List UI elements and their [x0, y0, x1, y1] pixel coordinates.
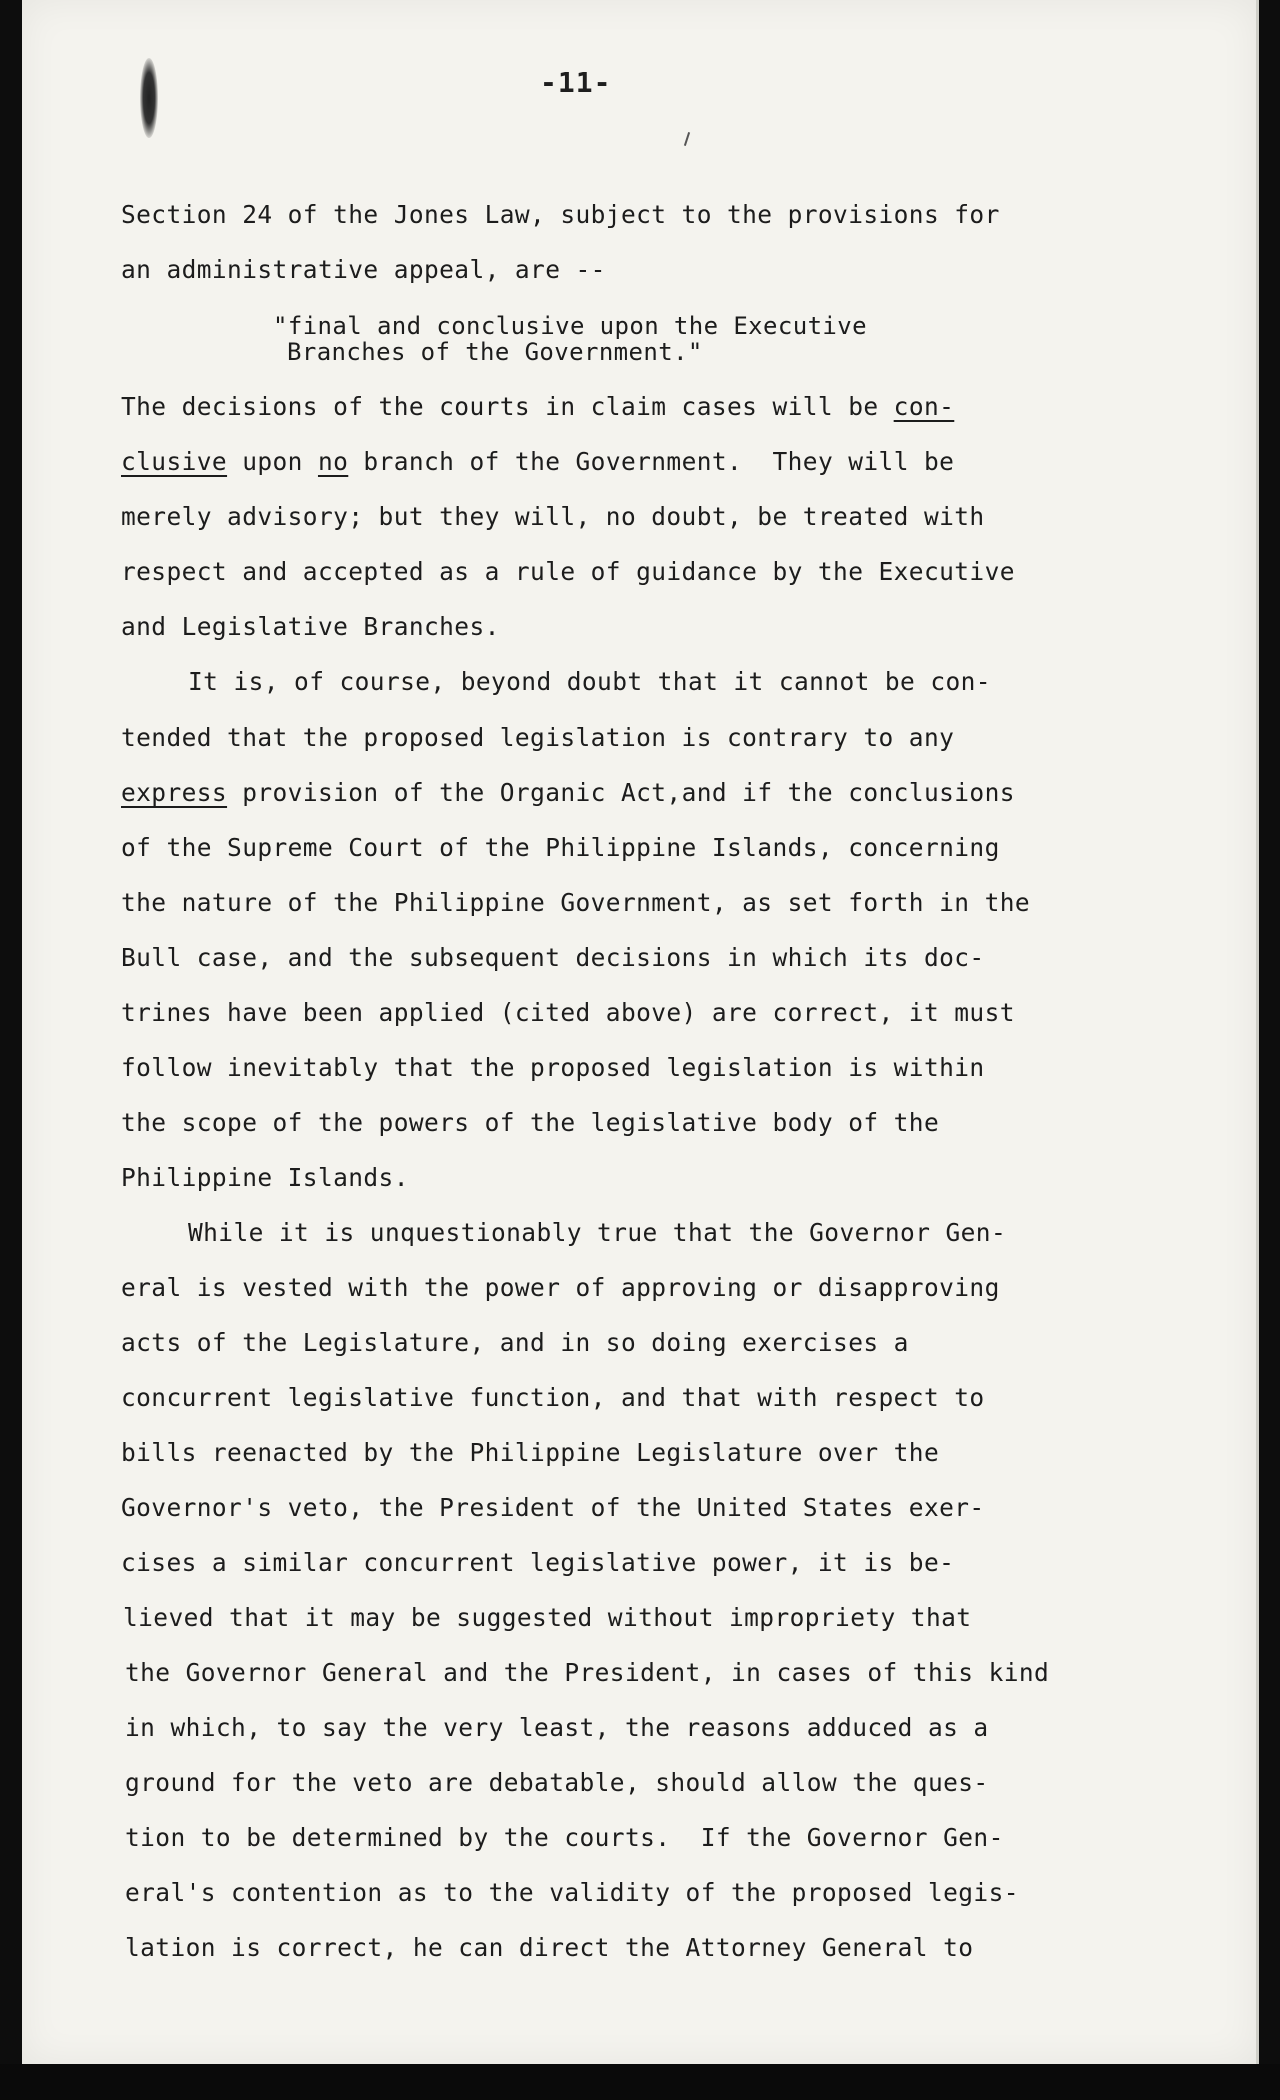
text-line: While it is unquestionably true that the Governor Gen-	[188, 1218, 1007, 1247]
scan-bottom-edge	[0, 2064, 1280, 2100]
text-segment: provision of the Organic Act,and if the conclusions	[227, 778, 1015, 807]
text-line: ground for the veto are debatable, should allow the ques-	[125, 1768, 989, 1797]
text-line: an administrative appeal, are --	[121, 255, 606, 284]
text-line: lation is correct, he can direct the Attorney General to	[125, 1933, 974, 1962]
document-page	[22, 0, 1259, 2064]
text-segment: branch of the Government. They will be	[348, 447, 955, 476]
text-line: Section 24 of the Jones Law, subject to the provisions for	[121, 200, 1000, 229]
page-number: -11-	[540, 66, 612, 99]
underlined-word: express	[121, 778, 228, 807]
text-line: concurrent legislative function, and that with respect to	[121, 1383, 985, 1412]
text-line: follow inevitably that the proposed legislation is within	[121, 1053, 985, 1082]
text-line: cises a similar concurrent legislative power, it is be-	[121, 1548, 955, 1577]
underlined-word: con-	[893, 392, 955, 421]
text-line: tended that the proposed legislation is contrary to any	[121, 723, 955, 752]
text-line: Governor's veto, the President of the United States exer-	[121, 1493, 985, 1522]
text-line: It is, of course, beyond doubt that it cannot be con-	[188, 667, 991, 696]
text-line	[121, 392, 954, 422]
underlined-word: clusive	[121, 447, 228, 476]
text-line: the nature of the Philippine Government, as set forth in the	[121, 888, 1031, 917]
stray-pen-mark	[684, 132, 690, 146]
text-line: Philippine Islands.	[121, 1163, 409, 1192]
text-segment: upon	[227, 447, 318, 476]
text-line: tion to be determined by the courts. If the Governor Gen-	[125, 1823, 1004, 1852]
text-line: merely advisory; but they will, no doubt, be treated with	[121, 502, 985, 531]
text-line	[121, 447, 954, 477]
text-line: acts of the Legislature, and in so doing exercises a	[121, 1328, 909, 1357]
text-line: respect and accepted as a rule of guidance by the Executive	[121, 557, 1015, 586]
text-line: the Governor General and the President, in cases of this kind	[125, 1658, 1050, 1687]
quote-line: "final and conclusive upon the Executive	[273, 312, 867, 340]
text-line: in which, to say the very least, the reasons adduced as a	[125, 1713, 989, 1742]
underlined-word: no	[317, 447, 349, 476]
quote-line: Branches of the Government."	[287, 338, 703, 366]
text-line: lieved that it may be suggested without impropriety that	[123, 1603, 972, 1632]
text-line: trines have been applied (cited above) are correct, it must	[121, 998, 1015, 1027]
text-line: eral is vested with the power of approving or disapproving	[121, 1273, 1000, 1302]
text-line	[121, 778, 1015, 808]
text-line: bills reenacted by the Philippine Legislature over the	[121, 1438, 940, 1467]
text-line: of the Supreme Court of the Philippine Islands, concerning	[121, 833, 1000, 862]
text-line: and Legislative Branches.	[121, 612, 500, 641]
text-line: Bull case, and the subsequent decisions in which its doc-	[121, 943, 985, 972]
text-line: eral's contention as to the validity of the proposed legis-	[125, 1878, 1019, 1907]
text-line: the scope of the powers of the legislative body of the	[121, 1108, 940, 1137]
ink-blot-mark	[140, 58, 158, 138]
text-segment: The decisions of the courts in claim cases will be	[121, 392, 894, 421]
